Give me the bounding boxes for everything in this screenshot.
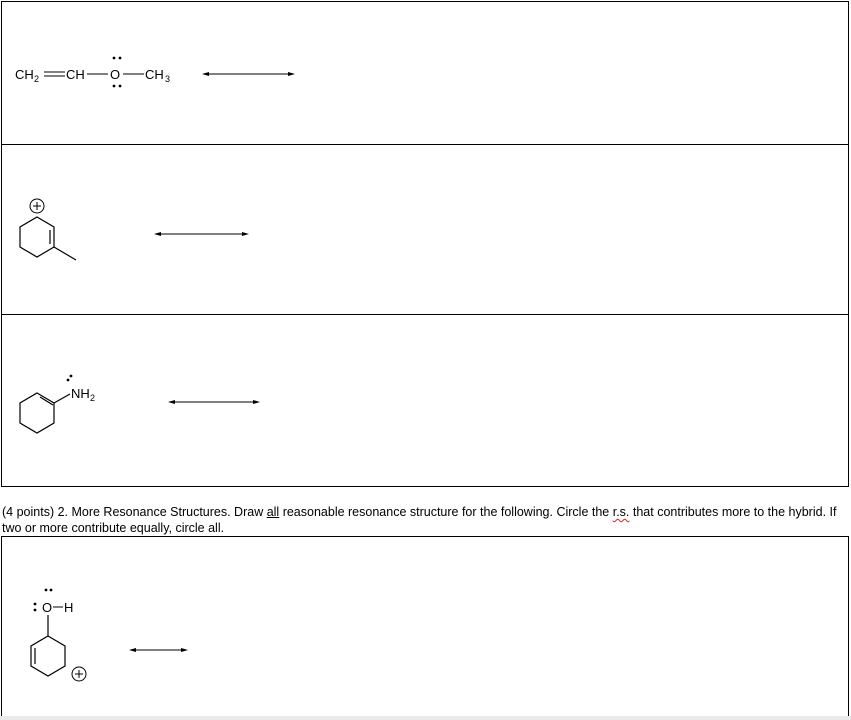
cyclohexene-ring [20, 393, 54, 433]
arrow-head-left [168, 400, 175, 404]
lone-pair-dot [50, 589, 53, 592]
lone-pair-dot [113, 57, 116, 60]
label-oxygen: O [110, 67, 121, 82]
label-hydrogen: H [64, 600, 74, 615]
arrow-head-right [242, 232, 249, 236]
question-end: that contributes more to the hybrid. If two or more contribute equally, circle all. [2, 505, 837, 535]
label-ch: CH [66, 67, 85, 82]
lone-pair-dot [119, 85, 122, 88]
label-ch2: CH [15, 67, 34, 82]
lone-pair-dot [119, 57, 122, 60]
emphasis-all: all [266, 505, 280, 519]
arrow-head-right [181, 648, 188, 652]
problem-box-1[interactable] [1, 1, 849, 145]
label-ch2-sub: 2 [34, 74, 40, 84]
lone-pair-dot [34, 603, 37, 606]
spellcheck-rs: r.s. [612, 505, 630, 519]
lone-pair-dot [67, 379, 70, 382]
lone-pair-dot [45, 589, 48, 592]
problem-box-3[interactable] [1, 314, 849, 487]
label-nh2-sub: 2 [90, 393, 96, 403]
question-intro: (4 points) 2. More Resonance Structures. Draw [2, 505, 267, 519]
label-nh: NH [71, 386, 90, 401]
problem-box-4[interactable] [1, 536, 849, 718]
problem-box-2[interactable] [1, 144, 849, 315]
cyclohexadiene-ring [31, 636, 65, 676]
question-middle: reasonable resonance structure for the following. Circle the [279, 505, 613, 519]
label-ch3-sub: 3 [165, 74, 171, 84]
arrow-head-right [253, 400, 260, 404]
lone-pair-dot [34, 609, 37, 612]
label-oxygen: O [42, 600, 53, 615]
arrow-head-left [129, 648, 136, 652]
methyl-bond [54, 247, 76, 260]
cyclohexene-ring [20, 217, 54, 257]
arrow-head-right [288, 72, 295, 76]
lone-pair-dot [113, 85, 116, 88]
structure-vinyl-ether [2, 2, 850, 146]
label-ch3: CH [145, 67, 164, 82]
page-bottom-strip [0, 716, 851, 720]
lone-pair-dot [70, 375, 73, 378]
structure-enamine [2, 315, 850, 488]
structure-hydroxy-cation [2, 537, 850, 719]
arrow-head-left [154, 232, 161, 236]
structure-allylic-cation [2, 145, 850, 316]
question-text [2, 504, 848, 536]
amine-bond [54, 394, 70, 403]
arrow-head-left [202, 72, 209, 76]
